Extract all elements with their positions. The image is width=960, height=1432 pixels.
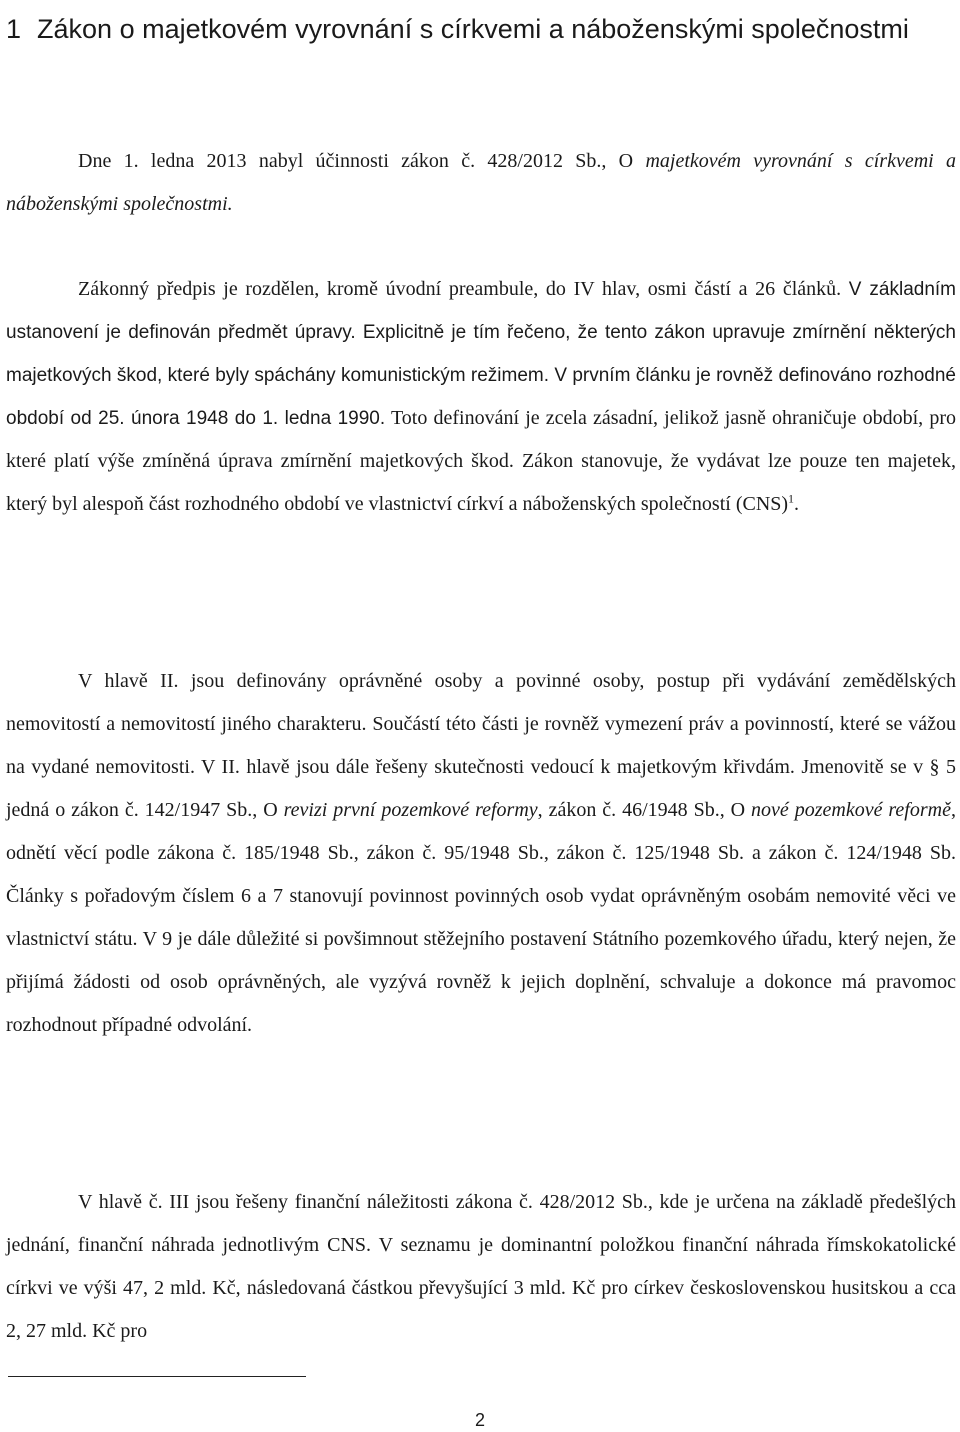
chapter-title: Zákon o majetkovém vyrovnání s církvemi a náboženskými společnostmi	[37, 14, 909, 44]
page-number: 2	[474, 1410, 485, 1430]
paragraph-chapter-three: V hlavě č. III jsou řešeny finanční náležitosti zákona č. 428/2012 Sb., kde je určena na základě předešlých jednání, finanční náhrada jednotlivým CNS. V seznamu je dominantní položkou finanční náhrada římskokatolické církvi ve výši 47, 2 mld. Kč, následovaná částkou převyšující 3 mld. Kč pro církev československou husitskou a cca 2, 27 mld. Kč pro	[6, 1191, 956, 1342]
chapter-number: 1	[6, 14, 22, 44]
paragraph-effective-date: Dne 1. ledna 2013 nabyl účinnosti zákon č. 428/2012 Sb., O majetkovém vyrovnání s církvemi a náboženskými společnostmi.	[6, 150, 956, 215]
law-title-italic: majetkovém vyrovnání s církvemi a náboženskými společnostmi.	[6, 150, 956, 215]
footnote-reference[interactable]: 1	[788, 491, 795, 506]
footnote-separator	[8, 1376, 306, 1377]
paragraph-structure: Zákonný předpis je rozdělen, kromě úvodní preambule, do IV hlav, osmi částí a 26 článků. V základním ustanovení je definován předmět úpravy. Explicitně je tím řečeno, že tento zákon upravuje zmírnění některých majetkových škod, které byly spáchány komunistickým režimem. V prvním článku je rovněž definováno rozhodné období od 25. února 1948 do 1. ledna 1990. Toto definování je zcela zásadní, jelikož jasně ohraničuje období, pro které platí výše zmíněná úprava zmírnění majetkových škod. Zákon stanovuje, že vydávat lze pouze ten majetek, který byl alespoň část rozhodného období ve vlastnictví církví a náboženských společností (CNS)$^1$.	[6, 278, 957, 515]
chapter-heading	[6, 0, 956, 58]
paragraph-chapter-two: V hlavě II. jsou definovány oprávněné osoby a povinné osoby, postup při vydávání zemědělských nemovitostí a nemovitostí jiného charakteru. Součástí této části je rovněž vymezení práv a povinností, které se vážou na vydané nemovitosti. V II. hlavě jsou dále řešeny skutečnosti vedoucí k majetkovým křivdám. Jmenovitě se v § 5 jedná o zákon č. 142/1947 Sb., O revizi první pozemkové reformy, zákon č. 46/1948 Sb., O nové pozemkové reformě, odnětí věcí podle zákona č. 185/1948 Sb., zákon č. 95/1948 Sb., zákon č. 125/1948 Sb. a zákon č. 124/1948 Sb. Články s pořadovým číslem 6 a 7 stanovují povinnost povinných osob vydat oprávněným osobám nemovité věci ve vlastnictví státu. V 9 je dále důležité si povšimnout stěžejního postavení Státního pozemkového úřadu, který nejen, že přijímá žádosti od osob oprávněných, ale vyzývá rovněž k jejich doplnění, schvaluje a dokonce má pravomoc rozhodnout případné odvolání.	[6, 670, 956, 1036]
